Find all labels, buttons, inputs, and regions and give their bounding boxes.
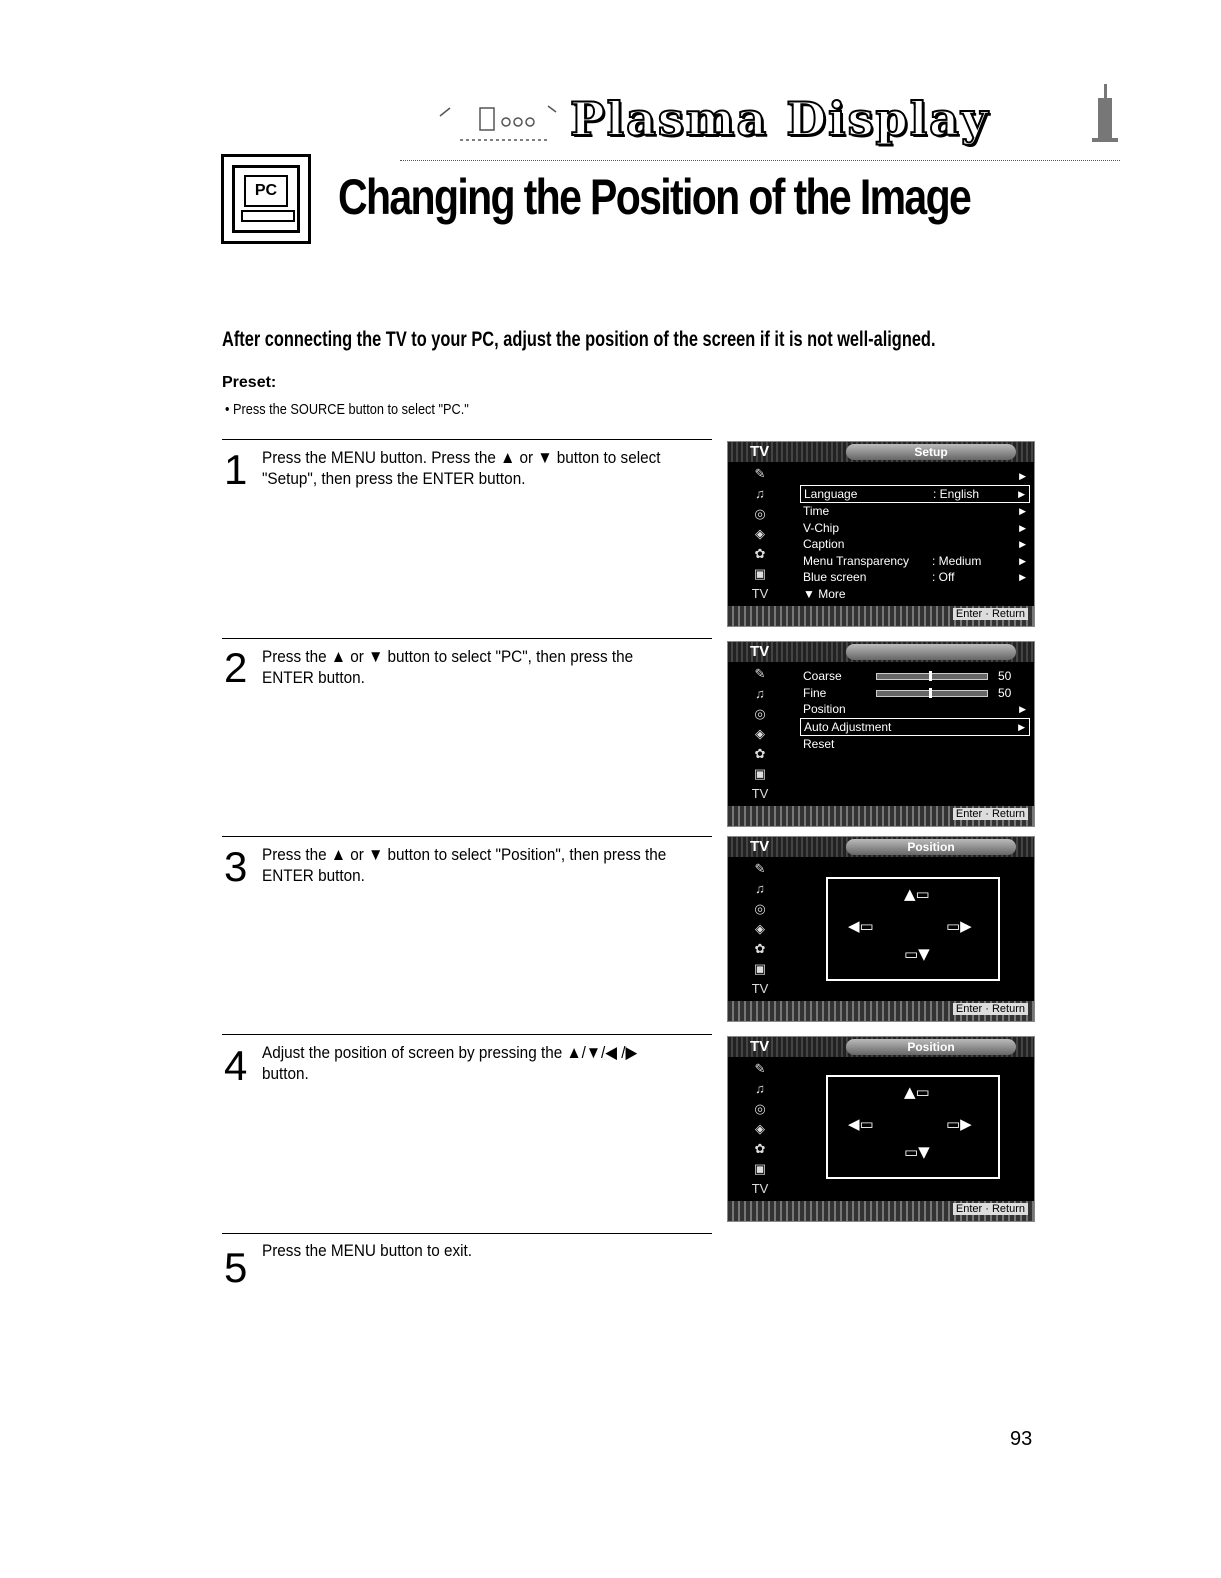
osd-hint-bar: Enter · Return xyxy=(728,806,1034,826)
brand-logo: Plasma Display xyxy=(570,92,990,146)
corner-decoration-graphic xyxy=(1088,78,1122,168)
osd-tv-label: TV xyxy=(750,838,770,855)
step-number: 1 xyxy=(224,446,248,493)
arrow-left-icon: ◀▭ xyxy=(848,917,874,935)
brand-decoration-graphic xyxy=(420,96,570,152)
osd-tv-label: TV xyxy=(750,443,770,460)
arrow-down-icon: ▭▼ xyxy=(904,945,930,963)
step-divider xyxy=(222,439,712,440)
preset-label: Preset: xyxy=(222,374,277,391)
osd-menu-row: ▶ xyxy=(1019,471,1026,481)
osd-menu-row: Caption ▶ xyxy=(803,537,1026,551)
header-divider xyxy=(400,160,1120,161)
arrow-left-icon: ◀▭ xyxy=(848,1115,874,1133)
osd-icon-column: ✎ ♫ ◎ ◈ ✿ ▣ TV xyxy=(751,1061,769,1196)
osd-hint-bar: Enter · Return xyxy=(728,1201,1034,1221)
osd-tab-position: Position xyxy=(846,839,1016,855)
osd-menu-row: Menu Transparency : Medium ▶ xyxy=(803,553,1026,568)
osd-pc-menu xyxy=(727,641,1035,827)
preset-item-text: Press the SOURCE button to select "PC." xyxy=(233,401,469,418)
arrow-right-icon: ▭▶ xyxy=(946,1115,972,1133)
osd-menu-row: Coarse 50 xyxy=(803,669,1012,683)
osd-tv-label: TV xyxy=(750,643,770,660)
osd-menu-row: Auto Adjustment ▶ xyxy=(800,718,1030,737)
osd-menu-row: Blue screen : Off ▶ xyxy=(803,570,1026,584)
position-adjust-box xyxy=(826,877,1000,981)
step-divider xyxy=(222,1233,712,1234)
page-number: 93 xyxy=(1010,1428,1033,1450)
osd-tab-position: Position xyxy=(846,1039,1016,1055)
arrow-down-icon: ▭▼ xyxy=(904,1143,930,1161)
position-adjust-box xyxy=(826,1075,1000,1179)
osd-menu-row: Reset xyxy=(803,737,835,751)
osd-icon-column: ✎ ♫ ◎ ◈ ✿ ▣ TV xyxy=(751,666,769,801)
step-text: Press the MENU button to exit. xyxy=(262,1241,473,1260)
preset-item: • Press the SOURCE button to select "PC." xyxy=(225,401,469,418)
osd-hint-bar: Enter · Return xyxy=(728,606,1034,626)
arrow-up-icon: ▲▭ xyxy=(904,885,930,903)
arrow-right-icon: ▭▶ xyxy=(946,917,972,935)
osd-position-screen xyxy=(727,1036,1035,1222)
step-divider xyxy=(222,836,712,837)
osd-menu-row: V-Chip ▶ xyxy=(803,520,1026,535)
step-number: 4 xyxy=(224,1042,248,1089)
arrow-up-icon: ▲▭ xyxy=(904,1083,930,1101)
osd-tab-pc xyxy=(846,644,1016,660)
step-text: Press the ▲ or ▼ button to select "Position", then press the ENTER button. xyxy=(262,845,667,885)
osd-icon-column: ✎ ♫ ◎ ◈ ✿ ▣ TV xyxy=(751,861,769,996)
step-text: Press the MENU button. Press the ▲ or ▼ button to select "Setup", then press the ENTER button. xyxy=(262,448,661,488)
osd-setup-menu xyxy=(727,441,1035,627)
step-number: 2 xyxy=(224,644,248,691)
step-number: 3 xyxy=(224,843,248,890)
osd-icon-column: ✎ ♫ ◎ ◈ ✿ ▣ TV xyxy=(751,466,769,601)
step-divider xyxy=(222,638,712,639)
osd-menu-row: ▼ More xyxy=(803,586,846,601)
intro-text: After connecting the TV to your PC, adjust the position of the screen if it is not well-aligned. xyxy=(222,328,936,351)
osd-hint-bar: Enter · Return xyxy=(728,1001,1034,1021)
pc-icon-label: PC xyxy=(244,175,288,207)
page-title: Changing the Position of the Image xyxy=(338,169,971,225)
step-text: Press the ▲ or ▼ button to select "PC", then press the ENTER button. xyxy=(262,647,634,687)
osd-menu-row: Language : English ▶ xyxy=(800,485,1030,504)
osd-menu-row: Fine 50 xyxy=(803,685,1012,700)
osd-position-screen xyxy=(727,836,1035,1022)
osd-tab-setup: Setup xyxy=(846,444,1016,460)
osd-menu-row: Time ▶ xyxy=(803,504,1026,518)
step-divider xyxy=(222,1034,712,1035)
osd-tv-label: TV xyxy=(750,1038,770,1055)
step-number: 5 xyxy=(224,1244,248,1291)
osd-menu-row: Position ▶ xyxy=(803,702,1026,716)
step-text: Adjust the position of screen by pressing the ▲/▼/◀ /▶ button. xyxy=(262,1043,638,1083)
pc-section-icon xyxy=(221,154,311,244)
